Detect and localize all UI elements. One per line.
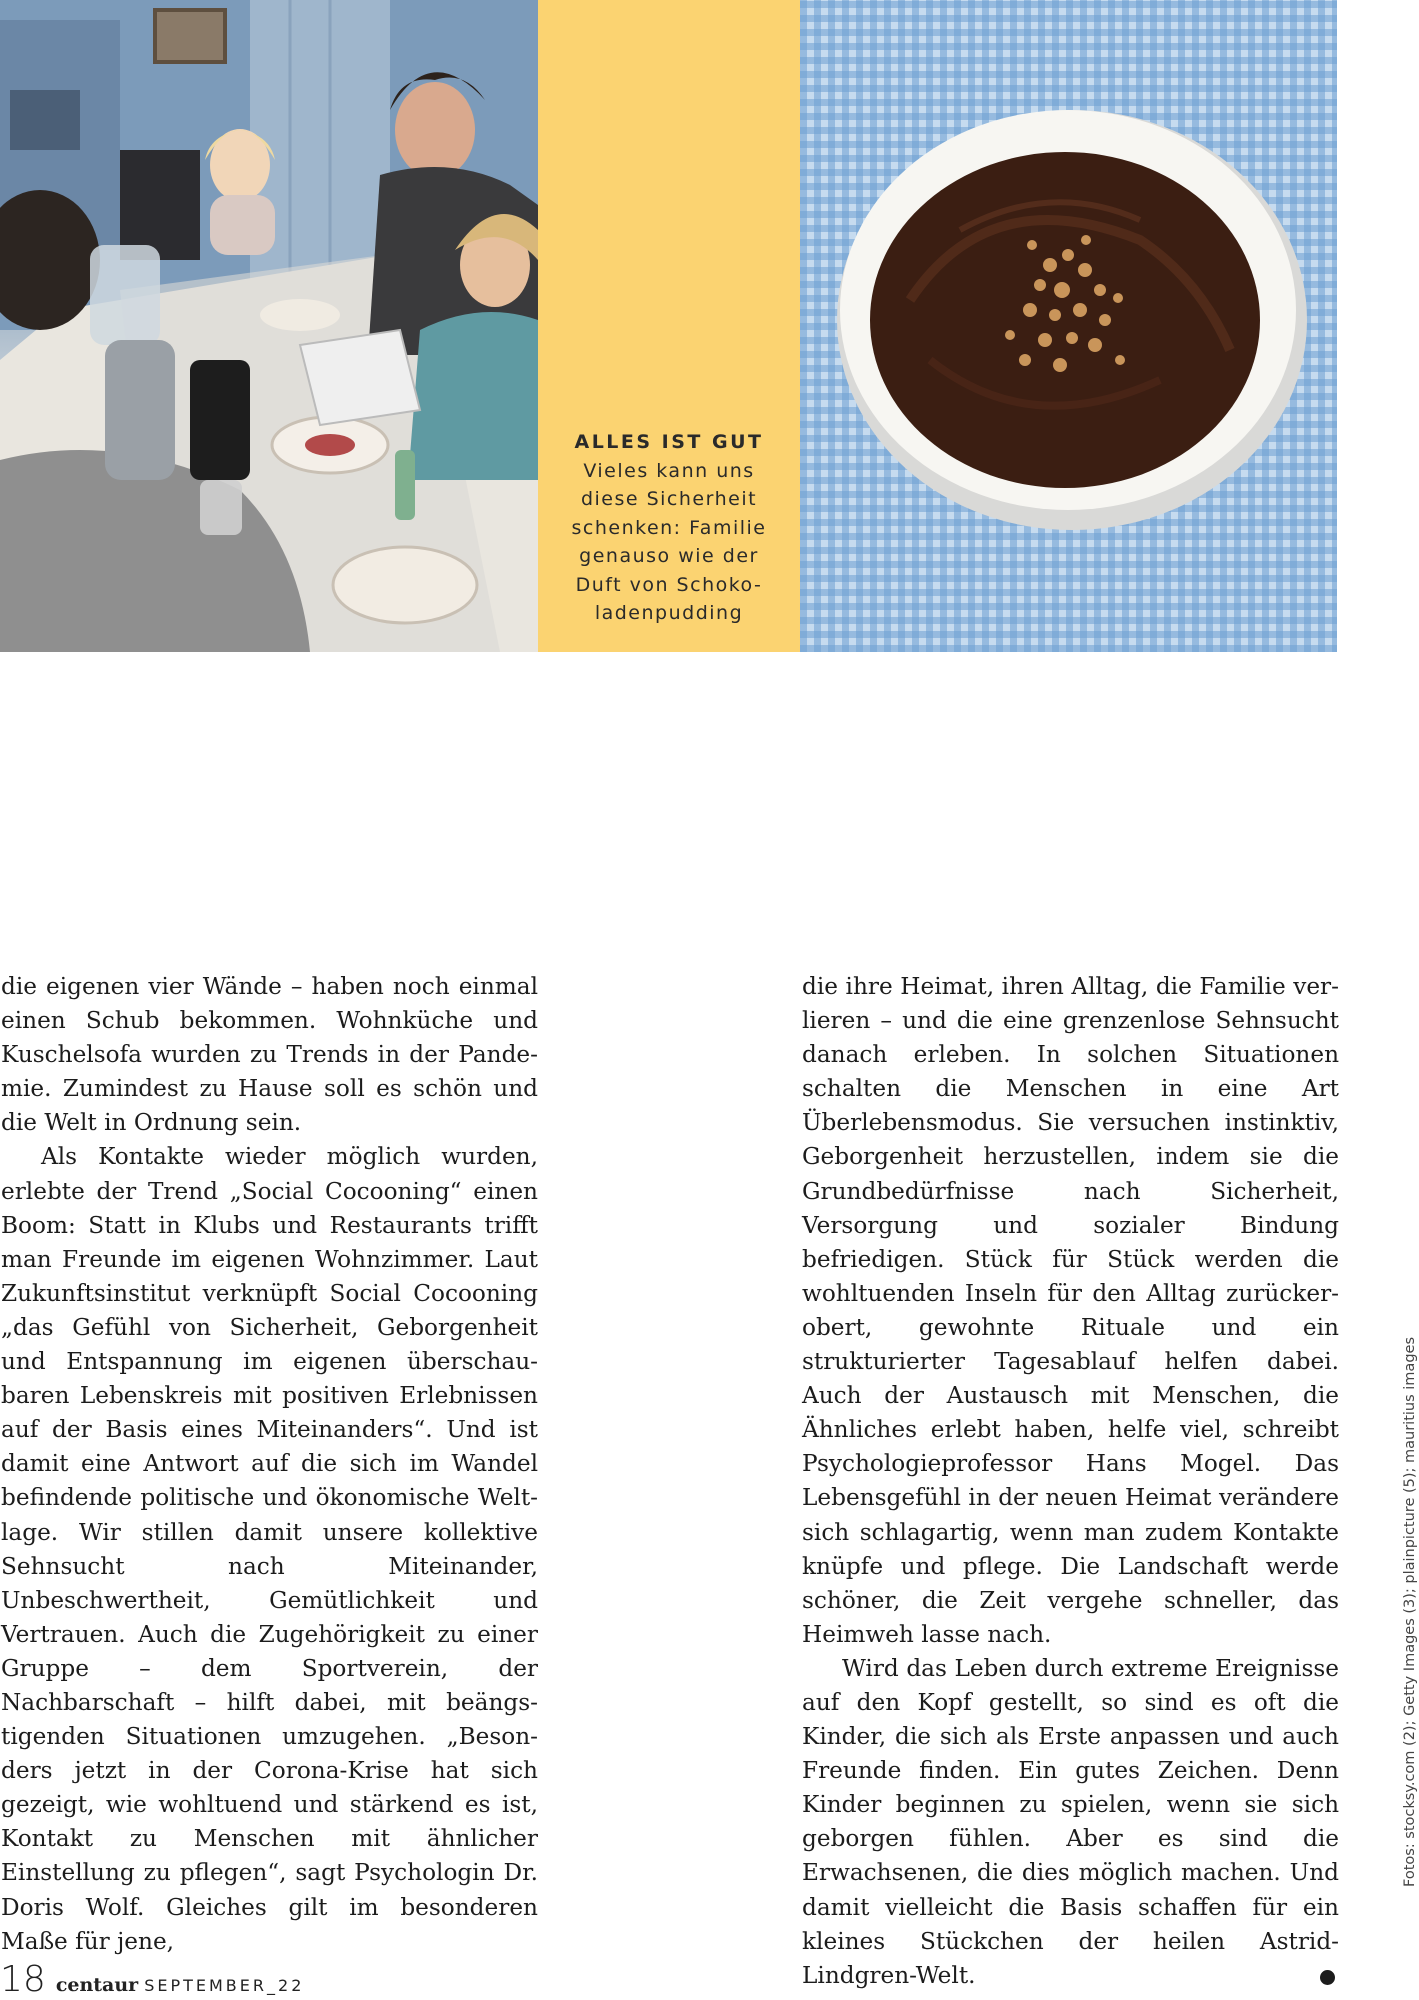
pudding-bowl-illustration (800, 0, 1337, 652)
chocolate-pudding-photo (800, 0, 1337, 652)
article-paragraph (802, 1652, 1339, 1993)
caption-title: ALLES IST GUT (574, 431, 764, 453)
article-column-left (1, 970, 538, 1959)
photo-caption (538, 428, 800, 628)
family-breakfast-illustration (0, 0, 538, 652)
photo-credits: Fotos: stocksy.com (2); Getty Images (3); plainpicture (5); mauritius images (1402, 1337, 1418, 1887)
article-paragraph: Als Kontakte wieder möglich wurden, erlebte der Trend „Social Cocooning“ einen Boom: Statt in Klubs und Restaurants trifft man Freunde im eigenen Wohnzimmer. Laut Zukunftsinstitut verknüpft Social Cocooning „das Gefühl von Sicherheit, Geborgenheit und Entspannung im eigenen überschaubaren Lebenskreis mit positiven Erlebnissen auf der Basis eines Miteinanders“. Und ist damit eine Antwort auf die sich im Wandel befindende politische und ökonomische Weltlage. Wir stillen damit unsere kollektive Sehnsucht nach Miteinander, Unbeschwertheit, Gemütlichkeit und Vertrauen. Auch die Zugehörigkeit zu einer Gruppe – dem Sportverein, der Nachbarschaft – hilft dabei, mit beängstigenden Situationen umzugehen. „Besonders jetzt in der Corona-Krise hat sich gezeigt, wie wohltuend und stärkend es ist, Kontakt zu Menschen mit ähnlicher Einstellung zu pflegen“, sagt Psychologin Dr. Doris Wolf. Gleiches gilt im besonderen Maße für jene, (1, 1143, 538, 1955)
caption-line: ladenpudding (594, 602, 744, 624)
issue-date: SEPTEMBER_22 (144, 1976, 305, 1995)
article-column-right (802, 970, 1339, 1993)
page-number: 18 (0, 1959, 46, 2000)
magazine-name: centaur (55, 1974, 139, 1996)
article-paragraph-text: Wird das Leben durch extreme Ereignisse auf den Kopf gestellt, so sind es oft die Kinder, die sich als Erste anpassen und auch Freunde finden. Ein gutes Zeichen. Denn Kinder beginnen zu spielen, wenn sie sich geborgen fühlen. Aber es sind die Erwachsenen, die dies möglich machen. Und damit vielleicht die Basis schaffen für ein kleines Stückchen der heilen Astrid-Lindgren-Welt. (802, 1654, 1339, 1989)
caption-box (538, 0, 800, 652)
caption-line: Duft von Schoko- (575, 573, 763, 596)
article-paragraph: die eigenen vier Wände – haben noch einmal einen Schub bekommen. Wohnküche und Kuschelsofa wurden zu Trends in der Pandemie. Zumindest zu Hause soll es schön und die Welt in Ordnung sein. (1, 973, 538, 1137)
end-of-article-icon (1320, 1970, 1335, 1985)
caption-line: Vieles kann uns (583, 459, 755, 482)
caption-line: schenken: Familie (571, 516, 767, 539)
article-paragraph: die ihre Heimat, ihren Alltag, die Familie verlieren – und die eine grenzenlose Sehnsucht danach erleben. In solchen Situationen schalten die Menschen in eine Art Überlebensmodus. Sie versuchen instinktiv, Geborgenheit herzustellen, indem sie die Grundbedürfnisse nach Sicherheit, Versorgung und sozialer Bindung befriedigen. Stück für Stück werden die wohltuenden Inseln für den Alltag zurückerobert, gewohnte Rituale und ein strukturierter Tagesablauf helfen dabei. Auch der Austausch mit Menschen, die Ähnliches erlebt haben, helfe viel, schreibt Psychologieprofessor Hans Mogel. Das Lebensgefühl in der neuen Heimat verändere sich schlagartig, wenn man zudem Kontakte knüpfe und pflege. Die Landschaft werde schöner, die Zeit vergehe schneller, das Heimweh lasse nach. (802, 973, 1339, 1648)
family-breakfast-photo (0, 0, 538, 652)
caption-line: genauso wie der (579, 545, 759, 567)
caption-line: diese Sicherheit (580, 488, 758, 510)
page-footer (0, 1959, 305, 2000)
